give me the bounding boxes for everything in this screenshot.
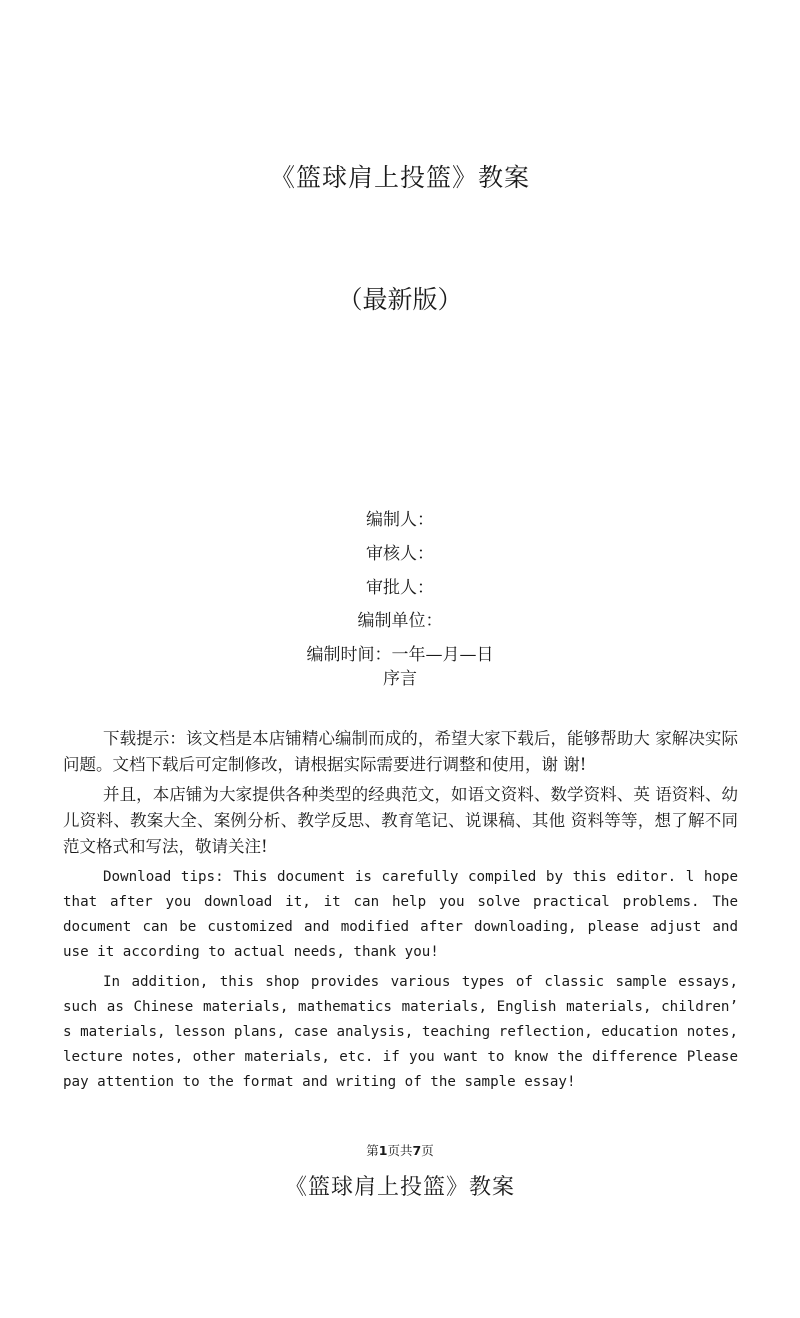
footer-prefix: 第 [366,1143,379,1158]
document-title: 《篮球肩上投篮》教案 [269,163,530,192]
footer-total-pages: 7 [412,1143,422,1158]
approver-label: 审批人： [366,578,434,598]
reviewer-label: 审核人： [366,544,434,564]
next-page-title: 《篮球肩上投篮》教案 [284,1175,515,1200]
shop-info-paragraph-en: In addition, this shop provides various types of classic sample essays, such as Chinese materials, mathematics materials, English materials, children’ s materials, lesson plans, case analysis, teaching reflection, education notes, lecture notes, other materials, etc. if you want to know the difference Please pay attention to the format and writing of the sample essay! [63,974,738,1090]
preface-heading: 序言 [383,669,417,689]
compiler-label: 编制人： [366,510,434,530]
footer-suffix: 页 [421,1143,434,1158]
compile-time-label: 编制时间：一年—月—日 [306,645,494,665]
document-subtitle: （最新版） [337,285,463,314]
page-footer [0,1141,800,1159]
download-tip-paragraph-en: Download tips: This document is carefully compiled by this editor. l hope that after you download it, it can help you solve practical problems. The document can be customized and modified after downloading, please adjust and use it according to actual needs, thank you! [63,869,738,960]
download-tip-paragraph-zh: 下载提示：该文档是本店铺精心编制而成的，希望大家下载后，能够帮助大 家解决实际问题。文档下载后可定制修改，请根据实际需要进行调整和使用，谢 谢! [63,729,738,774]
shop-info-paragraph-zh: 并且，本店铺为大家提供各种类型的经典范文，如语文资料、数学资料、英 语资料、幼儿资料、教案大全、案例分析、教学反思、教育笔记、说课稿、其他 资料等等，想了解不同范文格式和写法，敬请关注! [63,785,738,856]
footer-current-page: 1 [378,1143,388,1158]
unit-label: 编制单位： [357,611,443,631]
footer-middle: 页共 [387,1143,413,1158]
